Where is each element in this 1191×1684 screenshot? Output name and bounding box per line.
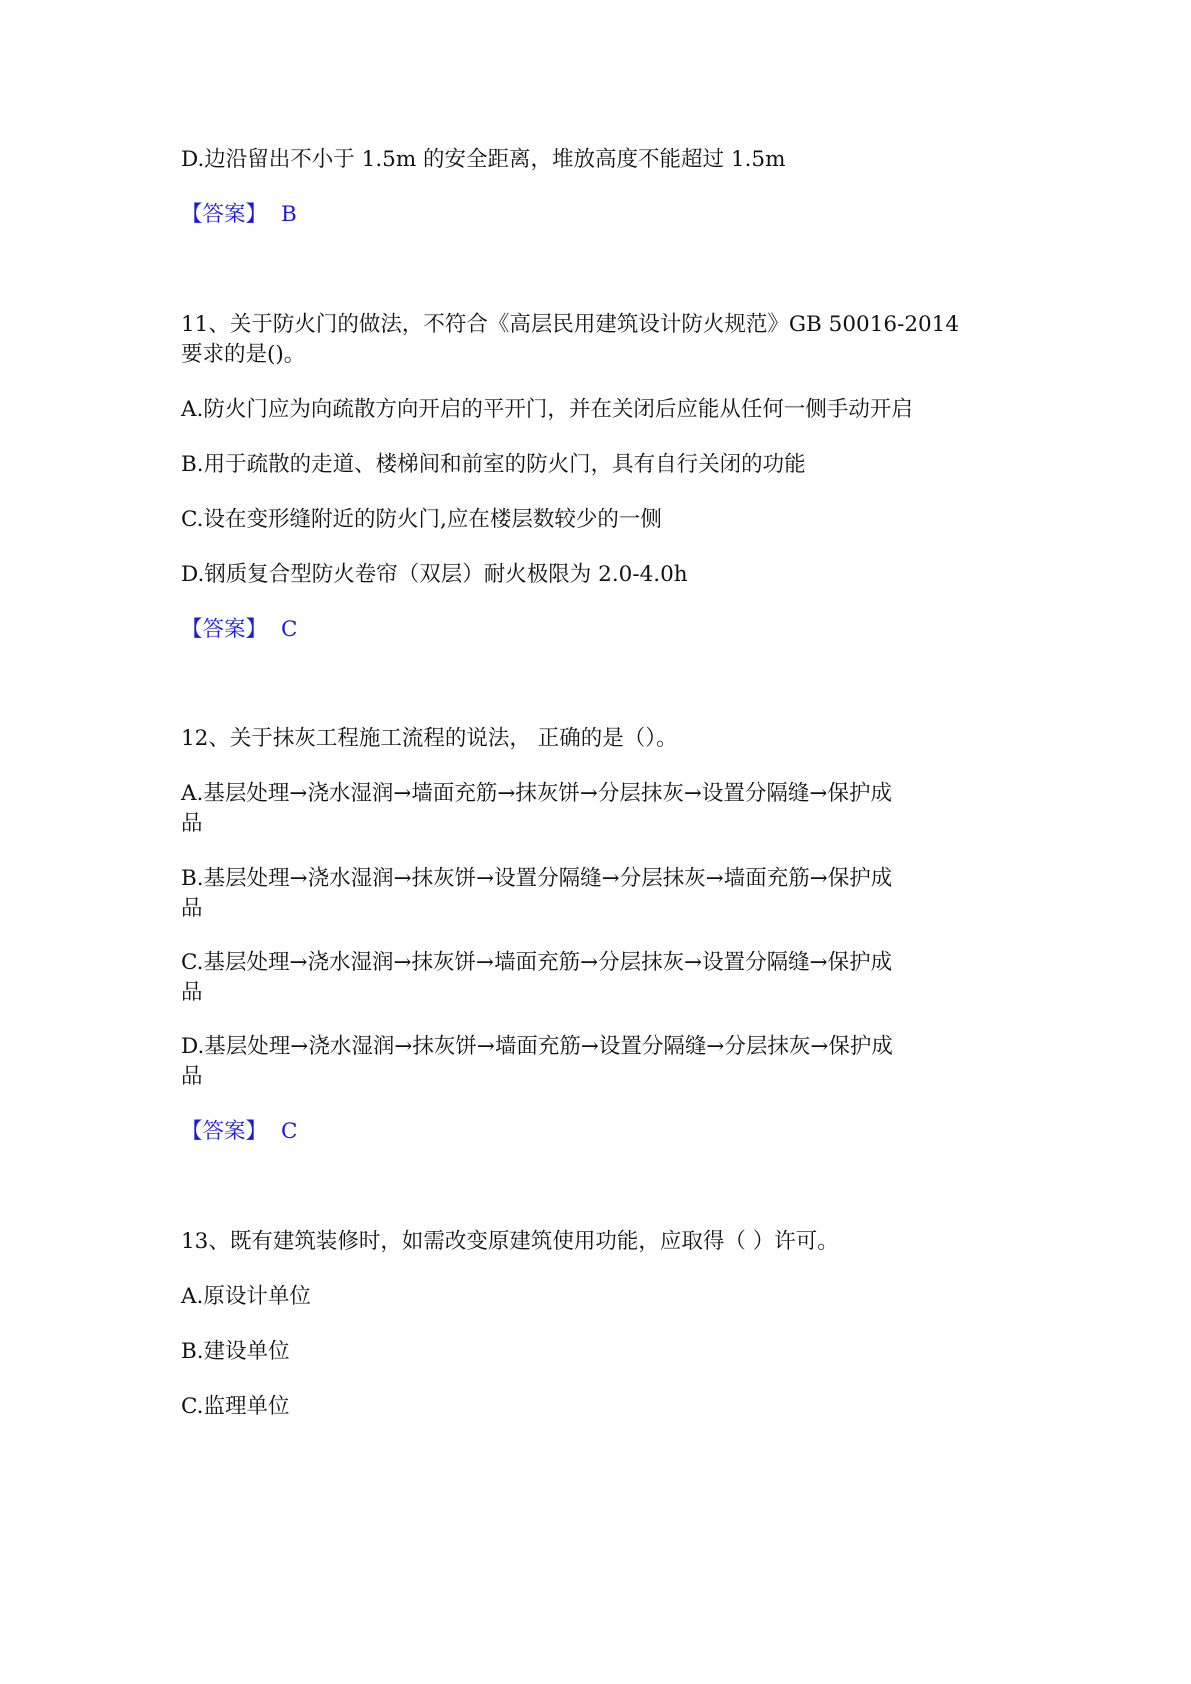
answer-value: C — [281, 617, 298, 642]
answer-label: 【答案】 — [181, 617, 268, 642]
q13-option-b: B.建设单位 — [181, 1339, 290, 1364]
answer-value: C — [281, 1119, 298, 1144]
q11-option-d: D.钢质复合型防火卷帘（双层）耐火极限为 2.0-4.0h — [181, 562, 688, 587]
q12-option-b-line1: B.基层处理→浇水湿润→抹灰饼→设置分隔缝→分层抹灰→墙面充筋→保护成 — [181, 866, 893, 891]
q12-option-d-line1: D.基层处理→浇水湿润→抹灰饼→墙面充筋→设置分隔缝→分层抹灰→保护成 — [181, 1034, 893, 1059]
q11-option-a: A.防火门应为向疏散方向开启的平开门，并在关闭后应能从任何一侧手动开启 — [181, 397, 913, 422]
answer-label: 【答案】 — [181, 202, 268, 227]
q12-option-d-line2: 品 — [181, 1064, 203, 1089]
q11-option-c: C.设在变形缝附近的防火门,应在楼层数较少的一侧 — [181, 507, 662, 532]
q13-option-a: A.原设计单位 — [181, 1284, 311, 1309]
q13-stem: 13、既有建筑装修时，如需改变原建筑使用功能，应取得（ ）许可。 — [181, 1229, 839, 1254]
q10-option-d: D.边沿留出不小于 1.5m 的安全距离，堆放高度不能超过 1.5m — [181, 147, 786, 172]
q12-option-a-line1: A.基层处理→浇水湿润→墙面充筋→抹灰饼→分层抹灰→设置分隔缝→保护成 — [181, 781, 892, 806]
q12-option-c-line1: C.基层处理→浇水湿润→抹灰饼→墙面充筋→分层抹灰→设置分隔缝→保护成 — [181, 950, 893, 975]
answer-value: B — [281, 202, 297, 227]
q10-answer — [181, 200, 1021, 230]
q11-option-b: B.用于疏散的走道、楼梯间和前室的防火门，具有自行关闭的功能 — [181, 452, 806, 477]
q13-option-c: C.监理单位 — [181, 1394, 290, 1419]
q11-answer — [181, 615, 1021, 645]
q12-answer — [181, 1117, 1021, 1147]
q11-stem-line1: 11、关于防火门的做法，不符合《高层民用建筑设计防火规范》GB 50016-2014 — [181, 312, 960, 337]
q12-option-c-line2: 品 — [181, 980, 203, 1005]
q11-stem-line2: 要求的是()。 — [181, 342, 306, 367]
q12-stem: 12、关于抹灰工程施工流程的说法， 正确的是（）。 — [181, 726, 678, 751]
q12-option-a-line2: 品 — [181, 811, 203, 836]
answer-label: 【答案】 — [181, 1119, 268, 1144]
q12-option-b-line2: 品 — [181, 896, 203, 921]
